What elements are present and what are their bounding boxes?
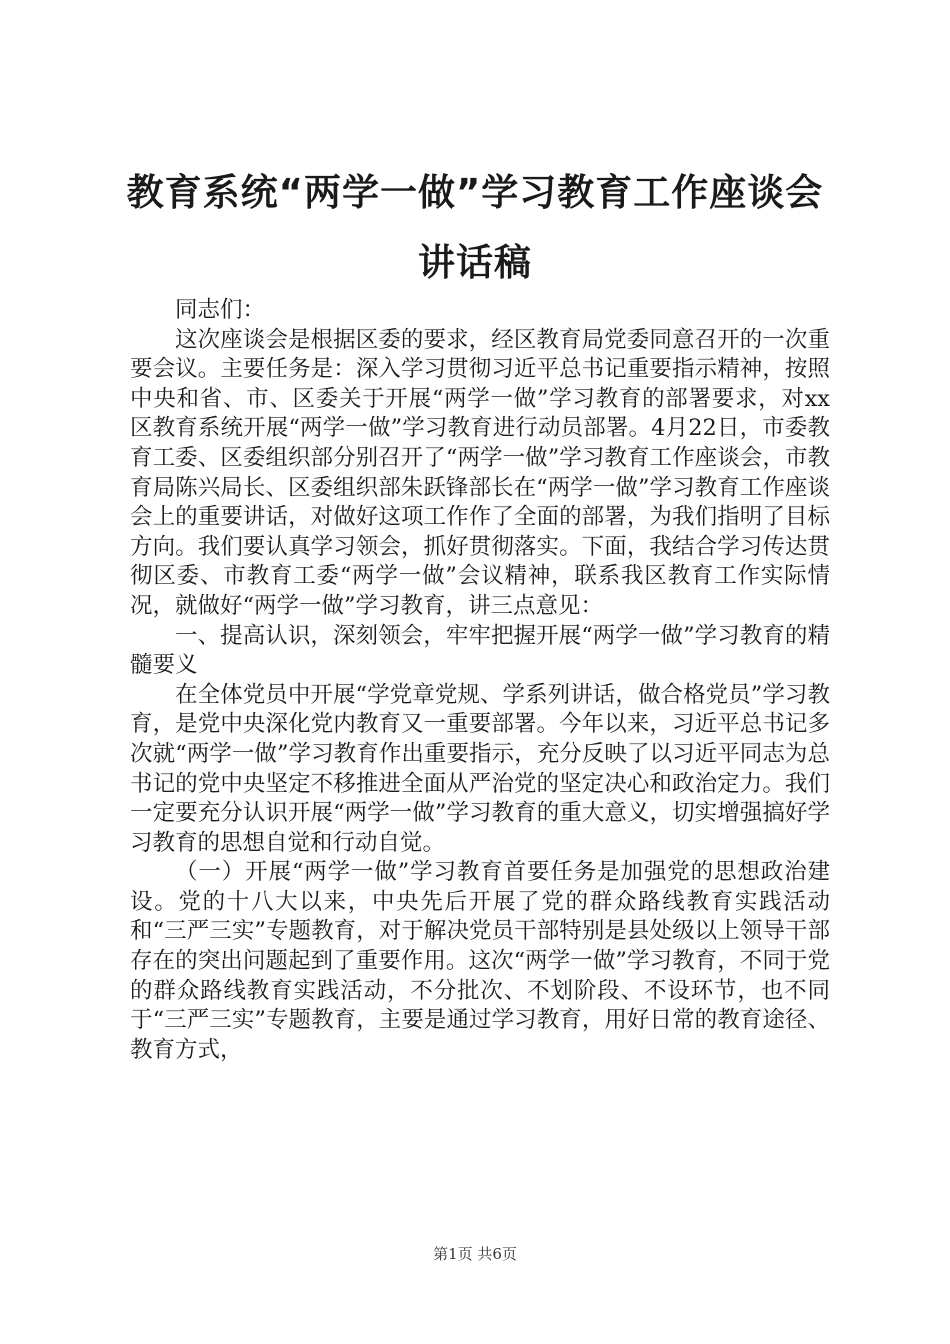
body-paragraph: 在全体党员中开展“学党章党规、学系列讲话，做合格党员”学习教育，是党中央深化党内教育又一重要部署。今年以来，习近平总书记多次就“两学一做”学习教育作出重要指示，充分反映了以习近平同志为总书记的党中央坚定不移推进全面从严治党的坚定决心和政治定力。我们一定要充分认识开展“两学一做”学习教育的重大意义，切实增强搞好学习教育的思想自觉和行动自觉。 xyxy=(130,681,830,856)
document-title: 教育系统“两学一做”学习教育工作座谈会讲话稿 xyxy=(126,171,824,284)
subsection-paragraph-1: （一）开展“两学一做”学习教育首要任务是加强党的思想政治建设。党的十八大以来，中央先后开展了党的群众路线教育实践活动和“三严三实”专题教育，对于解决党员干部特别是县处级以上领导干部存在的突出问题起到了重要作用。这次“两学一做”学习教育，不同于党的群众路线教育实践活动，不分批次、不划阶段、不设环节，也不同于“三严三实”专题教育，主要是通过学习教育，用好日常的教育途径、教育方式， xyxy=(130,859,830,1063)
salutation-paragraph: 同志们： xyxy=(175,297,266,323)
document-body xyxy=(130,296,830,1065)
section-heading-1: 一、提高认识，深刻领会，牢牢把握开展“两学一做”学习教育的精髓要义 xyxy=(130,622,830,679)
intro-paragraph: 这次座谈会是根据区委的要求，经区教育局党委同意召开的一次重要会议。主要任务是：深入学习贯彻习近平总书记重要指示精神，按照中央和省、市、区委关于开展“两学一做”学习教育的部署要求，对xx区教育系统开展“两学一做”学习教育进行动员部署。4月22日，市委教育工委、区委组织部分别召开了“两学一做”学习教育工作座谈会，市教育局陈兴局长、区委组织部朱跃锋部长在“两学一做”学习教育工作座谈会上的重要讲话，对做好这项工作作了全面的部署，为我们指明了目标方向。我们要认真学习领会，抓好贯彻落实。下面，我结合学习传达贯彻区委、市教育工委“两学一做”会议精神，联系我区教育工作实际情况，就做好“两学一做”学习教育，讲三点意见： xyxy=(130,326,830,619)
page-number-footer: 第1页 共6页 xyxy=(433,1245,517,1263)
